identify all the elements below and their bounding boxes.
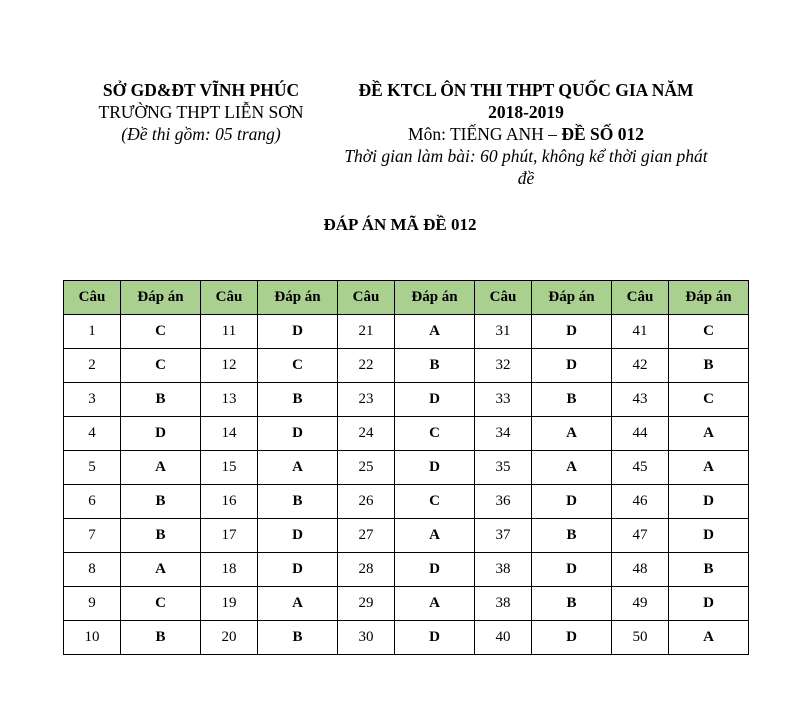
answer-cell: B xyxy=(258,383,338,417)
answer-cell: A xyxy=(669,621,749,655)
column-header-answer: Đáp án xyxy=(395,281,475,315)
exam-title: ĐỀ KTCL ÔN THI THPT QUỐC GIA NĂM xyxy=(358,80,694,100)
question-number-cell: 21 xyxy=(338,315,395,349)
answer-cell: D xyxy=(669,519,749,553)
answer-cell: C xyxy=(121,587,201,621)
answer-cell: D xyxy=(258,417,338,451)
question-number-cell: 28 xyxy=(338,553,395,587)
answer-cell: A xyxy=(395,519,475,553)
question-number-cell: 49 xyxy=(612,587,669,621)
question-number-cell: 38 xyxy=(475,587,532,621)
answer-cell: B xyxy=(395,349,475,383)
question-number-cell: 8 xyxy=(64,553,121,587)
question-number-cell: 35 xyxy=(475,451,532,485)
question-number-cell: 11 xyxy=(201,315,258,349)
answer-cell: B xyxy=(258,621,338,655)
question-number-cell: 27 xyxy=(338,519,395,553)
answer-cell: A xyxy=(532,417,612,451)
question-number-cell: 37 xyxy=(475,519,532,553)
question-number-cell: 23 xyxy=(338,383,395,417)
table-row xyxy=(64,485,749,519)
answer-cell: B xyxy=(532,519,612,553)
question-number-cell: 41 xyxy=(612,315,669,349)
answer-cell: D xyxy=(258,519,338,553)
subject-line xyxy=(320,123,732,145)
question-number-cell: 47 xyxy=(612,519,669,553)
question-number-cell: 4 xyxy=(64,417,121,451)
subject-label: Môn: TIẾNG ANH – xyxy=(408,124,562,144)
table-row xyxy=(64,519,749,553)
question-number-cell: 31 xyxy=(475,315,532,349)
table-row xyxy=(64,349,749,383)
time-note-cont: đề xyxy=(517,168,535,188)
question-number-cell: 2 xyxy=(64,349,121,383)
exam-header xyxy=(320,79,732,189)
answer-cell: D xyxy=(258,315,338,349)
question-number-cell: 5 xyxy=(64,451,121,485)
question-number-cell: 3 xyxy=(64,383,121,417)
question-number-cell: 19 xyxy=(201,587,258,621)
question-number-cell: 7 xyxy=(64,519,121,553)
answer-cell: B xyxy=(532,383,612,417)
question-number-cell: 40 xyxy=(475,621,532,655)
answer-cell: C xyxy=(121,315,201,349)
answer-cell: B xyxy=(121,621,201,655)
question-number-cell: 18 xyxy=(201,553,258,587)
column-header-question: Câu xyxy=(64,281,121,315)
department-name: SỞ GD&ĐT VĨNH PHÚC xyxy=(102,80,300,100)
answer-cell: B xyxy=(121,383,201,417)
question-number-cell: 48 xyxy=(612,553,669,587)
school-name: TRƯỜNG THPT LIỄN SƠN xyxy=(98,102,304,122)
answer-cell: A xyxy=(121,451,201,485)
table-row xyxy=(64,417,749,451)
answer-cell: B xyxy=(532,587,612,621)
answer-cell: A xyxy=(395,587,475,621)
table-row xyxy=(64,315,749,349)
question-number-cell: 42 xyxy=(612,349,669,383)
question-number-cell: 1 xyxy=(64,315,121,349)
answer-cell: D xyxy=(669,485,749,519)
column-header-answer: Đáp án xyxy=(669,281,749,315)
question-number-cell: 33 xyxy=(475,383,532,417)
answer-cell: D xyxy=(395,383,475,417)
column-header-answer: Đáp án xyxy=(121,281,201,315)
answer-cell: B xyxy=(669,349,749,383)
answer-cell: D xyxy=(532,315,612,349)
answer-cell: A xyxy=(395,315,475,349)
question-number-cell: 10 xyxy=(64,621,121,655)
answer-cell: D xyxy=(395,621,475,655)
answer-cell: A xyxy=(258,451,338,485)
table-row xyxy=(64,451,749,485)
column-header-question: Câu xyxy=(201,281,258,315)
table-body xyxy=(64,315,749,655)
answer-cell: A xyxy=(532,451,612,485)
column-header-answer: Đáp án xyxy=(258,281,338,315)
table-row xyxy=(64,383,749,417)
answer-cell: B xyxy=(258,485,338,519)
question-number-cell: 50 xyxy=(612,621,669,655)
answer-cell: D xyxy=(258,553,338,587)
answer-cell: D xyxy=(395,553,475,587)
question-number-cell: 9 xyxy=(64,587,121,621)
question-number-cell: 36 xyxy=(475,485,532,519)
answer-cell: D xyxy=(532,621,612,655)
answer-cell: C xyxy=(669,315,749,349)
answer-cell: D xyxy=(669,587,749,621)
question-number-cell: 25 xyxy=(338,451,395,485)
table-row xyxy=(64,587,749,621)
answer-key-table xyxy=(63,280,749,655)
column-header-question: Câu xyxy=(475,281,532,315)
question-number-cell: 16 xyxy=(201,485,258,519)
column-header-answer: Đáp án xyxy=(532,281,612,315)
answer-cell: A xyxy=(121,553,201,587)
answer-cell: B xyxy=(121,519,201,553)
answer-cell: D xyxy=(121,417,201,451)
question-number-cell: 20 xyxy=(201,621,258,655)
table-header-row xyxy=(64,281,749,315)
answer-cell: D xyxy=(532,553,612,587)
question-number-cell: 32 xyxy=(475,349,532,383)
answer-cell: B xyxy=(121,485,201,519)
question-number-cell: 24 xyxy=(338,417,395,451)
question-number-cell: 12 xyxy=(201,349,258,383)
question-number-cell: 30 xyxy=(338,621,395,655)
question-number-cell: 6 xyxy=(64,485,121,519)
question-number-cell: 29 xyxy=(338,587,395,621)
question-number-cell: 13 xyxy=(201,383,258,417)
column-header-question: Câu xyxy=(338,281,395,315)
answer-cell: C xyxy=(395,485,475,519)
answer-cell: A xyxy=(669,451,749,485)
pages-note: (Đề thi gồm: 05 trang) xyxy=(121,124,281,144)
answer-cell: C xyxy=(395,417,475,451)
table-row xyxy=(64,553,749,587)
column-header-question: Câu xyxy=(612,281,669,315)
answer-cell: B xyxy=(669,553,749,587)
school-header xyxy=(75,79,327,145)
question-number-cell: 14 xyxy=(201,417,258,451)
question-number-cell: 46 xyxy=(612,485,669,519)
answer-cell: C xyxy=(121,349,201,383)
table-row xyxy=(64,621,749,655)
answer-cell: A xyxy=(669,417,749,451)
answer-cell: C xyxy=(669,383,749,417)
question-number-cell: 17 xyxy=(201,519,258,553)
answer-key-title: ĐÁP ÁN MÃ ĐỀ 012 xyxy=(323,215,477,234)
answer-cell: D xyxy=(532,349,612,383)
time-note: Thời gian làm bài: 60 phút, không kể thời gian phát xyxy=(344,146,708,166)
answer-cell: A xyxy=(258,587,338,621)
exam-year: 2018-2019 xyxy=(488,102,564,122)
question-number-cell: 34 xyxy=(475,417,532,451)
question-number-cell: 43 xyxy=(612,383,669,417)
question-number-cell: 22 xyxy=(338,349,395,383)
answer-cell: D xyxy=(395,451,475,485)
question-number-cell: 15 xyxy=(201,451,258,485)
question-number-cell: 44 xyxy=(612,417,669,451)
answer-cell: C xyxy=(258,349,338,383)
question-number-cell: 38 xyxy=(475,553,532,587)
question-number-cell: 26 xyxy=(338,485,395,519)
question-number-cell: 45 xyxy=(612,451,669,485)
answer-cell: D xyxy=(532,485,612,519)
exam-code: ĐỀ SỐ 012 xyxy=(561,124,644,144)
